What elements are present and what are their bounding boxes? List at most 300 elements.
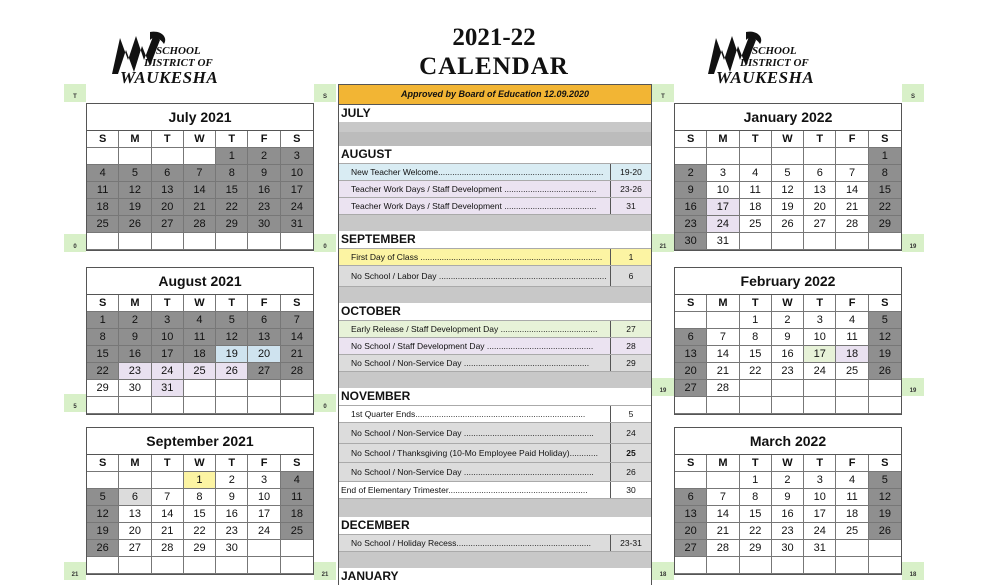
day-cell <box>119 397 151 414</box>
day-cell: 1 <box>869 148 901 165</box>
weekday-header: S <box>281 455 313 472</box>
day-cell <box>772 397 804 414</box>
day-cell: 18 <box>740 199 772 216</box>
day-cell: 14 <box>836 182 868 199</box>
day-cell: 15 <box>740 346 772 363</box>
day-cell <box>707 397 739 414</box>
day-cell <box>216 233 248 250</box>
day-cell: 27 <box>248 363 280 380</box>
day-cell: 22 <box>869 199 901 216</box>
approved-banner: Approved by Board of Education 12.09.2020 <box>339 85 651 105</box>
day-cell <box>152 233 184 250</box>
day-cell: 20 <box>152 199 184 216</box>
day-cell: 28 <box>836 216 868 233</box>
day-cell: 19 <box>216 346 248 363</box>
day-cell: 1 <box>87 312 119 329</box>
day-cell: 18 <box>836 506 868 523</box>
day-cell <box>836 397 868 414</box>
event-date: 26 <box>610 463 651 481</box>
day-cell: 13 <box>675 506 707 523</box>
day-cell: 2 <box>216 472 248 489</box>
day-cell: 25 <box>740 216 772 233</box>
event-row <box>339 354 651 371</box>
day-cell <box>740 380 772 397</box>
day-cell: 10 <box>804 329 836 346</box>
day-cell <box>804 380 836 397</box>
day-cell: 19 <box>869 346 901 363</box>
day-cell <box>675 472 707 489</box>
day-cell: 6 <box>804 165 836 182</box>
day-cell: 27 <box>675 380 707 397</box>
day-cell: 11 <box>836 329 868 346</box>
day-cell: 1 <box>740 472 772 489</box>
day-cell: 4 <box>740 165 772 182</box>
section-title: NOVEMBER <box>341 389 411 403</box>
day-cell: 29 <box>740 540 772 557</box>
tag-label: 18 <box>902 562 924 580</box>
section-title: AUGUST <box>341 147 392 161</box>
day-cell <box>87 472 119 489</box>
day-cell: 8 <box>87 329 119 346</box>
event-text: No School / Thanksgiving (10-Mo Employee Paid Holiday)............ <box>351 448 598 458</box>
day-cell: 6 <box>119 489 151 506</box>
day-cell: 6 <box>248 312 280 329</box>
event-row <box>339 481 651 498</box>
events-column <box>338 84 652 585</box>
day-cell: 23 <box>248 199 280 216</box>
day-cell: 18 <box>184 346 216 363</box>
day-cell <box>184 557 216 574</box>
day-cell <box>184 233 216 250</box>
day-cell: 31 <box>804 540 836 557</box>
day-cell: 19 <box>772 199 804 216</box>
event-text: End of Elementary Trimester........................................................... <box>341 485 588 495</box>
day-cell: 1 <box>216 148 248 165</box>
event-date: 27 <box>610 321 651 337</box>
day-cell <box>740 397 772 414</box>
day-cell: 26 <box>869 363 901 380</box>
day-cell: 21 <box>707 523 739 540</box>
day-cell <box>772 233 804 250</box>
day-cell: 25 <box>836 523 868 540</box>
day-cell: 18 <box>836 346 868 363</box>
day-cell: 3 <box>248 472 280 489</box>
day-cell: 14 <box>152 506 184 523</box>
day-cell: 7 <box>707 329 739 346</box>
day-cell: 14 <box>184 182 216 199</box>
tag-label: 21 <box>64 562 86 580</box>
title-year: 2021-22 <box>452 24 536 51</box>
day-cell: 2 <box>248 148 280 165</box>
day-cell: 25 <box>281 523 313 540</box>
weekday-header: T <box>804 131 836 148</box>
event-date: 5 <box>610 406 651 422</box>
day-cell <box>184 148 216 165</box>
day-cell: 26 <box>869 523 901 540</box>
day-cell: 9 <box>216 489 248 506</box>
day-cell: 15 <box>184 506 216 523</box>
day-cell: 13 <box>248 329 280 346</box>
day-cell: 31 <box>281 216 313 233</box>
day-cell: 2 <box>772 312 804 329</box>
weekday-header: W <box>184 455 216 472</box>
event-date: 30 <box>610 482 651 498</box>
weekday-header: S <box>869 295 901 312</box>
tag-label: S <box>902 84 924 102</box>
day-cell: 3 <box>152 312 184 329</box>
day-cell <box>119 148 151 165</box>
event-text: No School / Holiday Recess......................................................... <box>351 538 591 548</box>
weekday-header: S <box>87 131 119 148</box>
day-cell: 4 <box>87 165 119 182</box>
weekday-header: W <box>184 295 216 312</box>
day-cell: 29 <box>184 540 216 557</box>
weekday-header: T <box>152 455 184 472</box>
event-date: 28 <box>610 338 651 354</box>
logo-school: SCHOOL <box>752 45 797 57</box>
month-header: July 2021 <box>87 104 313 131</box>
day-cell: 9 <box>248 165 280 182</box>
day-cell <box>119 472 151 489</box>
day-cell <box>281 540 313 557</box>
day-cell <box>740 148 772 165</box>
event-row <box>339 320 651 337</box>
weekday-header: S <box>281 295 313 312</box>
weekday-header: S <box>675 131 707 148</box>
day-cell: 20 <box>675 363 707 380</box>
day-cell: 27 <box>152 216 184 233</box>
event-row <box>339 337 651 354</box>
day-cell <box>772 380 804 397</box>
day-cell: 1 <box>184 472 216 489</box>
day-cell: 17 <box>804 506 836 523</box>
day-cell <box>184 380 216 397</box>
day-cell <box>772 148 804 165</box>
day-cell: 11 <box>836 489 868 506</box>
weekday-header: F <box>836 295 868 312</box>
month-march-2022 <box>674 427 902 575</box>
month-header: March 2022 <box>675 428 901 455</box>
day-cell: 13 <box>675 346 707 363</box>
day-cell: 16 <box>772 346 804 363</box>
weekday-header: T <box>216 295 248 312</box>
day-cell: 6 <box>152 165 184 182</box>
weekday-header: F <box>836 455 868 472</box>
day-cell <box>707 312 739 329</box>
weekday-header: F <box>248 295 280 312</box>
day-cell: 26 <box>119 216 151 233</box>
month-august-2021 <box>86 267 314 415</box>
day-cell: 18 <box>87 199 119 216</box>
day-cell: 9 <box>772 329 804 346</box>
day-cell: 25 <box>836 363 868 380</box>
day-cell: 8 <box>869 165 901 182</box>
event-date: 19-20 <box>610 164 651 180</box>
weekday-header: W <box>772 131 804 148</box>
day-cell <box>869 380 901 397</box>
tag-label: 0 <box>64 234 86 252</box>
tag-label: 19 <box>652 378 674 396</box>
day-cell <box>707 557 739 574</box>
weekday-header: W <box>184 131 216 148</box>
day-cell: 23 <box>772 363 804 380</box>
event-row <box>339 248 651 265</box>
day-cell: 23 <box>772 523 804 540</box>
day-cell: 22 <box>740 363 772 380</box>
event-text: No School / Non-Service Day ..................................................... <box>351 358 590 368</box>
weekday-header: M <box>119 295 151 312</box>
day-cell: 30 <box>216 540 248 557</box>
day-cell <box>675 312 707 329</box>
day-cell: 10 <box>804 489 836 506</box>
day-cell: 28 <box>707 540 739 557</box>
day-cell: 2 <box>675 165 707 182</box>
day-cell: 21 <box>184 199 216 216</box>
weekday-header: M <box>707 455 739 472</box>
section-title: SEPTEMBER <box>341 232 416 246</box>
event-row <box>339 163 651 180</box>
day-cell <box>707 148 739 165</box>
day-cell <box>248 380 280 397</box>
day-cell: 10 <box>707 182 739 199</box>
weekday-header: F <box>248 455 280 472</box>
day-cell: 22 <box>216 199 248 216</box>
event-text: First Day of Class ............................................................................. <box>351 252 603 262</box>
day-cell: 13 <box>119 506 151 523</box>
day-cell: 26 <box>87 540 119 557</box>
day-cell: 19 <box>87 523 119 540</box>
day-cell: 5 <box>869 312 901 329</box>
day-cell: 22 <box>87 363 119 380</box>
day-cell: 27 <box>675 540 707 557</box>
day-cell: 8 <box>740 489 772 506</box>
day-cell: 8 <box>216 165 248 182</box>
month-header: September 2021 <box>87 428 313 455</box>
day-cell: 4 <box>836 312 868 329</box>
day-cell <box>281 380 313 397</box>
day-cell: 28 <box>281 363 313 380</box>
event-text: No School / Non-Service Day ....................................................... <box>351 428 594 438</box>
event-row <box>339 180 651 197</box>
tag-label: 0 <box>314 394 336 412</box>
day-cell <box>836 233 868 250</box>
day-cell <box>869 557 901 574</box>
day-cell <box>152 472 184 489</box>
weekday-header: S <box>869 131 901 148</box>
tag-label: T <box>64 84 86 102</box>
day-cell: 20 <box>248 346 280 363</box>
day-cell: 7 <box>152 489 184 506</box>
day-cell: 17 <box>281 182 313 199</box>
day-cell <box>281 557 313 574</box>
day-cell: 5 <box>119 165 151 182</box>
tag-label: 19 <box>902 378 924 396</box>
day-cell <box>281 397 313 414</box>
day-cell: 16 <box>216 506 248 523</box>
day-cell: 21 <box>836 199 868 216</box>
day-cell <box>772 557 804 574</box>
day-cell: 30 <box>119 380 151 397</box>
day-cell: 23 <box>216 523 248 540</box>
tag-label: 0 <box>314 234 336 252</box>
weekday-header: M <box>707 295 739 312</box>
weekday-header: S <box>281 131 313 148</box>
weekday-header: T <box>152 131 184 148</box>
section-title: OCTOBER <box>341 304 401 318</box>
day-cell <box>216 380 248 397</box>
day-cell: 5 <box>87 489 119 506</box>
month-header: August 2021 <box>87 268 313 295</box>
day-cell: 4 <box>836 472 868 489</box>
day-cell <box>87 233 119 250</box>
weekday-header: S <box>87 295 119 312</box>
weekday-header: T <box>152 295 184 312</box>
logo-district: DISTRICT OF <box>740 57 809 69</box>
event-date: 1 <box>610 249 651 265</box>
month-july-2021 <box>86 103 314 251</box>
day-cell: 3 <box>804 472 836 489</box>
day-cell: 30 <box>772 540 804 557</box>
event-date: 24 <box>610 423 651 443</box>
weekday-header: M <box>119 131 151 148</box>
day-cell: 3 <box>281 148 313 165</box>
day-cell: 26 <box>216 363 248 380</box>
event-text: Teacher Work Days / Staff Development ....................................... <box>351 201 597 211</box>
day-cell: 12 <box>772 182 804 199</box>
event-text: New Teacher Welcome...................................................................... <box>351 167 604 177</box>
day-cell: 25 <box>184 363 216 380</box>
logo-school: SCHOOL <box>156 45 201 57</box>
tag-label: 21 <box>652 234 674 252</box>
logo-waukesha: WAUKESHA <box>716 68 815 87</box>
day-cell: 2 <box>772 472 804 489</box>
day-cell <box>804 148 836 165</box>
day-cell: 15 <box>216 182 248 199</box>
day-cell: 16 <box>675 199 707 216</box>
day-cell: 14 <box>281 329 313 346</box>
day-cell <box>675 148 707 165</box>
weekday-header: T <box>804 455 836 472</box>
day-cell: 21 <box>152 523 184 540</box>
day-cell <box>836 148 868 165</box>
day-cell: 8 <box>740 329 772 346</box>
weekday-header: F <box>836 131 868 148</box>
tag-label: T <box>652 84 674 102</box>
day-cell: 28 <box>184 216 216 233</box>
day-cell <box>87 148 119 165</box>
day-cell: 28 <box>152 540 184 557</box>
weekday-header: W <box>772 295 804 312</box>
event-date: 29 <box>610 355 651 371</box>
day-cell <box>675 397 707 414</box>
event-date: 25 <box>610 444 651 462</box>
tag-label: 18 <box>652 562 674 580</box>
event-row <box>339 422 651 443</box>
day-cell <box>281 233 313 250</box>
day-cell: 24 <box>281 199 313 216</box>
event-row <box>339 462 651 481</box>
day-cell <box>804 557 836 574</box>
day-cell: 11 <box>87 182 119 199</box>
event-row <box>339 443 651 462</box>
day-cell: 4 <box>281 472 313 489</box>
day-cell: 9 <box>119 329 151 346</box>
day-cell: 7 <box>836 165 868 182</box>
day-cell <box>216 557 248 574</box>
day-cell: 26 <box>772 216 804 233</box>
day-cell: 16 <box>772 506 804 523</box>
day-cell: 30 <box>675 233 707 250</box>
day-cell: 13 <box>152 182 184 199</box>
day-cell: 15 <box>869 182 901 199</box>
section-title: JANUARY <box>341 569 399 583</box>
tag-label: 5 <box>64 394 86 412</box>
month-september-2021 <box>86 427 314 575</box>
day-cell: 9 <box>675 182 707 199</box>
day-cell: 4 <box>184 312 216 329</box>
day-cell: 22 <box>740 523 772 540</box>
event-text: No School / Staff Development Day ............................................. <box>351 341 594 351</box>
day-cell: 28 <box>707 380 739 397</box>
event-row <box>339 534 651 551</box>
weekday-header: T <box>216 131 248 148</box>
day-cell: 12 <box>87 506 119 523</box>
day-cell: 6 <box>675 329 707 346</box>
day-cell <box>248 557 280 574</box>
day-cell <box>836 540 868 557</box>
day-cell: 25 <box>87 216 119 233</box>
month-february-2022 <box>674 267 902 415</box>
day-cell: 3 <box>707 165 739 182</box>
day-cell: 9 <box>772 489 804 506</box>
district-logo-right <box>706 30 856 90</box>
day-cell: 31 <box>152 380 184 397</box>
day-cell <box>248 233 280 250</box>
month-header: January 2022 <box>675 104 901 131</box>
weekday-header: T <box>216 455 248 472</box>
weekday-header: T <box>740 455 772 472</box>
day-cell: 17 <box>707 199 739 216</box>
title-calendar: CALENDAR <box>419 53 569 80</box>
day-cell: 16 <box>119 346 151 363</box>
day-cell: 12 <box>119 182 151 199</box>
day-cell: 11 <box>740 182 772 199</box>
day-cell: 11 <box>281 489 313 506</box>
logo-district: DISTRICT OF <box>144 57 213 69</box>
day-cell: 22 <box>184 523 216 540</box>
weekday-header: M <box>119 455 151 472</box>
day-cell <box>836 557 868 574</box>
tag-label: S <box>314 84 336 102</box>
day-cell: 15 <box>740 506 772 523</box>
weekday-header: F <box>248 131 280 148</box>
tag-label: 19 <box>902 234 924 252</box>
day-cell: 30 <box>248 216 280 233</box>
day-cell: 3 <box>804 312 836 329</box>
day-cell: 13 <box>804 182 836 199</box>
day-cell: 23 <box>675 216 707 233</box>
day-cell: 21 <box>707 363 739 380</box>
day-cell: 10 <box>152 329 184 346</box>
weekday-header: S <box>675 295 707 312</box>
day-cell <box>87 397 119 414</box>
event-text: No School / Non-Service Day ....................................................... <box>351 467 594 477</box>
day-cell <box>119 557 151 574</box>
day-cell <box>804 233 836 250</box>
district-logo-left <box>110 30 260 90</box>
day-cell: 19 <box>869 506 901 523</box>
day-cell <box>216 397 248 414</box>
